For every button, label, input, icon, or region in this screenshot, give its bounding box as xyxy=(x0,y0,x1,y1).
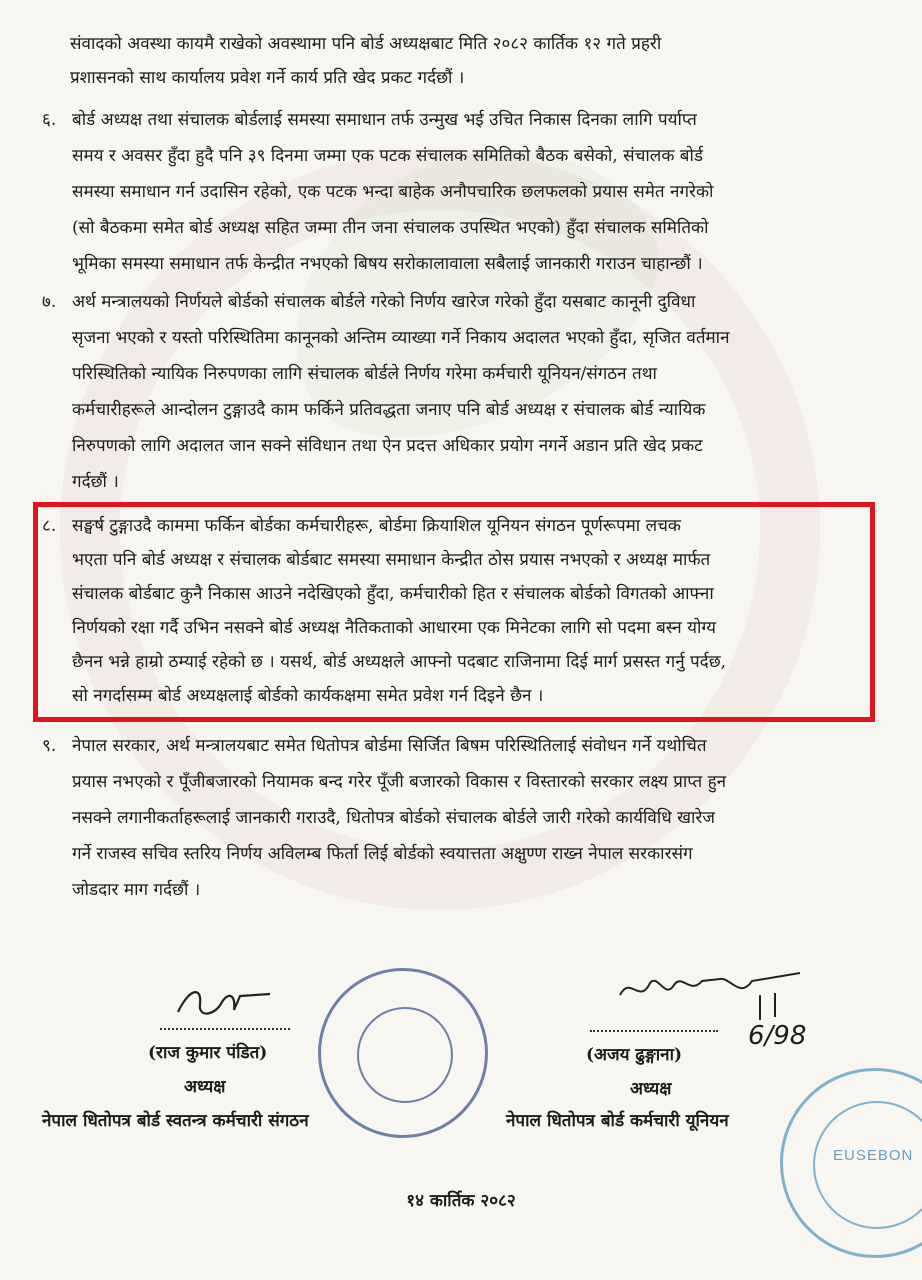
left-signatory-title: अध्यक्ष xyxy=(184,1077,226,1097)
point-8-line-5: छैनन भन्ने हाम्रो ठम्याई रहेको छ । यसर्थ, बोर्ड अध्यक्षले आफ्नो पदबाट राजिनामा दिई मार्ग प्रसस्त गर्नु पर्दछ, xyxy=(72,652,727,672)
point-8-line-6: सो नगर्दासम्म बोर्ड अध्यक्षलाई बोर्डको कार्यकक्षमा समेत प्रवेश गर्न दिइने छैन । xyxy=(72,686,544,706)
right-stamp xyxy=(780,1068,922,1258)
right-signature xyxy=(610,965,810,1025)
point-7-line-6: गर्दछौं । xyxy=(72,472,119,492)
point-5-line-2: प्रशासनको साथ कार्यालय प्रवेश गर्ने कार्य प्रति खेद प्रकट गर्दछौं । xyxy=(70,68,465,88)
right-signatory-title: अध्यक्ष xyxy=(630,1079,672,1099)
point-7-line-3: परिस्थितिको न्यायिक निरुपणका लागि संचालक बोर्डले निर्णय गरेमा कर्मचारी यूनियन/संगठन तथा xyxy=(72,364,657,384)
point-9-line-4: गर्ने राजस्व सचिव स्तरिय निर्णय अविलम्ब फिर्ता लिई बोर्डको स्वयात्तता अक्षुण्ण राख्न नेपाल सरकारसंग xyxy=(72,844,693,864)
handwritten-date: 6/98 xyxy=(748,1021,807,1051)
left-signatory-org: नेपाल धितोपत्र बोर्ड स्वतन्त्र कर्मचारी संगठन xyxy=(42,1111,309,1131)
point-6-line-4: (सो बैठकमा समेत बोर्ड अध्यक्ष सहित जम्मा तीन जना संचालक उपस्थित भएको) हुँदा संचालक समितिको xyxy=(72,218,709,238)
left-signature-line xyxy=(160,1028,290,1030)
point-5-line-1: संवादको अवस्था कायमै राखेको अवस्थामा पनि बोर्ड अध्यक्षबाट मिति २०८२ कार्तिक १२ गते प्रहरी xyxy=(70,34,662,54)
point-8-line-1: सङ्घर्ष टुङ्गाउदै काममा फर्किन बोर्डका कर्मचारीहरू, बोर्डमा क्रियाशिल यूनियन संगठन पूर्णरूपमा लचक xyxy=(72,516,681,536)
point-8-line-4: निर्णयको रक्षा गर्दै उभिन नसक्ने बोर्ड अध्यक्ष नैतिकताको आधारमा एक मिनेटका लागि सो पदमा बस्न योग्य xyxy=(72,618,717,638)
point-9-line-1: नेपाल सरकार, अर्थ मन्त्रालयबाट समेत धितोपत्र बोर्डमा सिर्जित बिषम परिस्थितिलाई संवोधन गर्ने यथोचित xyxy=(72,736,707,756)
point-9-line-2: प्रयास नभएको र पूँजीबजारको नियामक बन्द गरेर पूँजी बजारको विकास र विस्तारको सरकार लक्ष्य प्राप्त हुन xyxy=(72,772,727,792)
point-8-number: ८. xyxy=(42,516,57,536)
left-stamp xyxy=(318,968,488,1138)
right-signatory-name: (अजय ढुङ्गाना) xyxy=(586,1045,683,1065)
point-6-line-1: बोर्ड अध्यक्ष तथा संचालक बोर्डलाई समस्या समाधान तर्फ उन्मुख भई उचित निकास दिनका लागि पर्याप्त xyxy=(72,110,697,130)
point-8-line-2: भएता पनि बोर्ड अध्यक्ष र संचालक बोर्डबाट समस्या समाधान केन्द्रीत ठोस प्रयास नभएको र अध्यक्ष मार्फत xyxy=(72,550,711,570)
point-6-number: ६. xyxy=(42,110,57,130)
point-7-line-2: सृजना भएको र यस्तो परिस्थितिमा कानूनको अन्तिम व्याख्या गर्ने निकाय अदालत भएको हुँदा, सृजित वर्तमान xyxy=(72,328,730,348)
right-stamp-label: EUSEBON xyxy=(833,1147,914,1164)
point-9-number: ९. xyxy=(42,736,57,756)
right-signature-line xyxy=(590,1030,718,1032)
point-7-line-4: कर्मचारीहरूले आन्दोलन टुङ्गाउदै काम फर्किने प्रतिवद्धता जनाए पनि बोर्ड अध्यक्ष र संचालक बोर्ड न्यायिक xyxy=(72,400,706,420)
document-date: १४ कार्तिक २०८२ xyxy=(406,1191,516,1211)
point-9-line-3: नसक्ने लगानीकर्ताहरूलाई जानकारी गराउदै, धितोपत्र बोर्डको संचालक बोर्डले जारी गरेको कार्यविधि खारेज xyxy=(72,808,715,828)
left-stamp-emblem xyxy=(357,1007,453,1103)
point-9-line-5: जोडदार माग गर्दछौं । xyxy=(72,880,201,900)
point-8-line-3: संचालक बोर्डबाट कुनै निकास आउने नदेखिएको हुँदा, कर्मचारीको हित र संचालक बोर्डको विगतको आफ्ना xyxy=(72,584,714,604)
point-7-line-5: निरुपणको लागि अदालत जान सक्ने संविधान तथा ऐन प्रदत्त अधिकार प्रयोग नगर्ने अडान प्रति खेद प्रकट xyxy=(72,436,703,456)
right-signatory-org: नेपाल धितोपत्र बोर्ड कर्मचारी यूनियन xyxy=(506,1111,729,1131)
point-6-line-5: भूमिका समस्या समाधान तर्फ केन्द्रीत नभएको बिषय सरोकालावाला सबैलाई जानकारी गराउन चाहान्छौं । xyxy=(72,254,703,274)
point-7-line-1: अर्थ मन्त्रालयको निर्णयले बोर्डको संचालक बोर्डले गरेको निर्णय खारेज गरेको हुँदा यसबाट कानूनी दुविधा xyxy=(72,292,696,312)
point-6-line-2: समय र अवसर हुँदा हुदै पनि ३९ दिनमा जम्मा एक पटक संचालक समितिको बैठक बसेको, संचालक बोर्ड xyxy=(72,146,704,166)
point-7-number: ७. xyxy=(42,292,57,312)
left-signatory-name: (राज कुमार पंडित) xyxy=(148,1043,268,1063)
point-6-line-3: समस्या समाधान गर्न उदासिन रहेको, एक पटक भन्दा बाहेक अनौपचारिक छलफलको प्रयास समेत नगरेको xyxy=(72,182,714,202)
left-signature xyxy=(170,982,280,1027)
